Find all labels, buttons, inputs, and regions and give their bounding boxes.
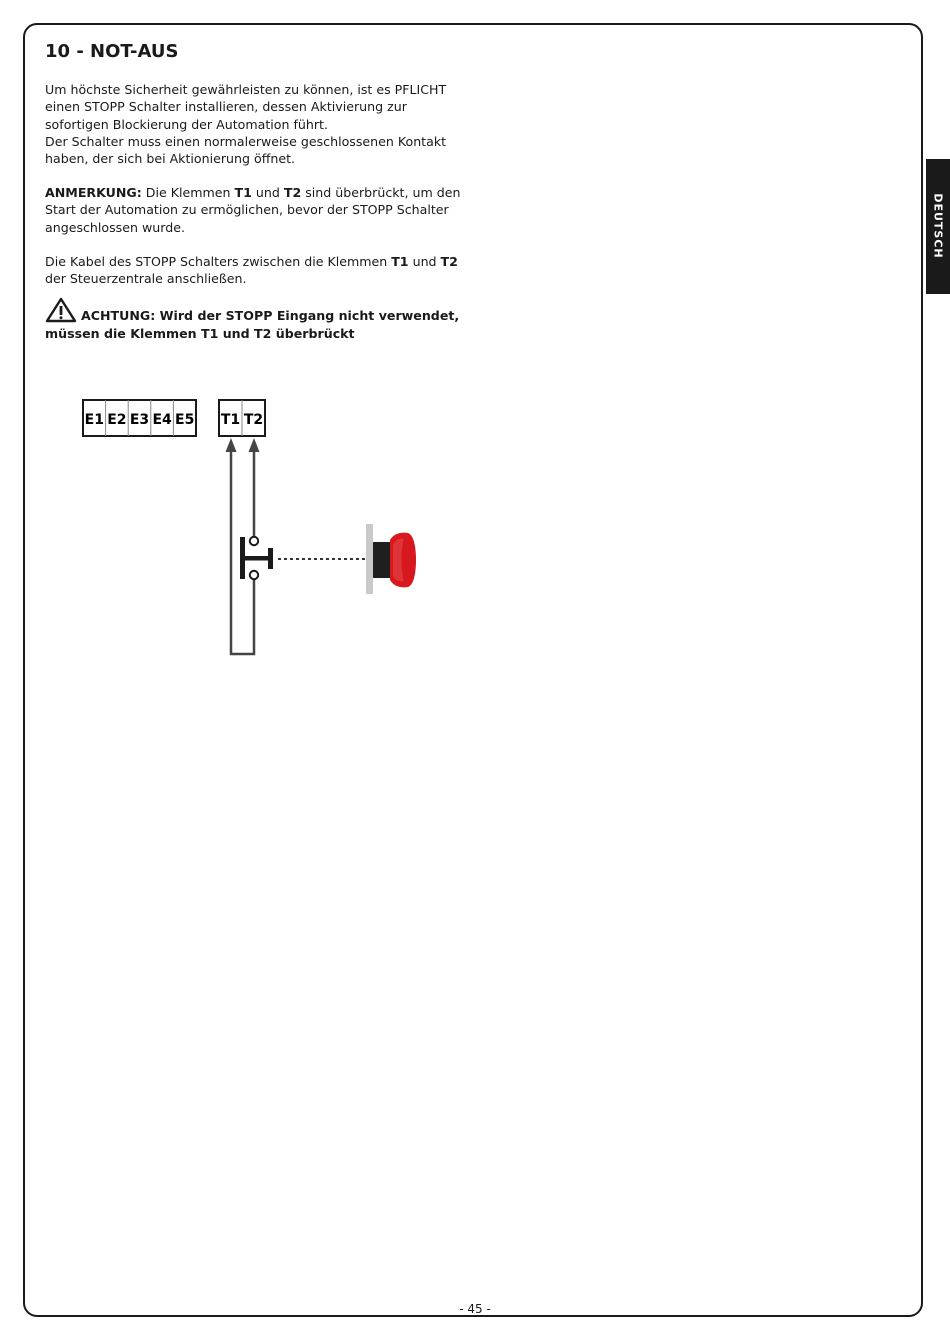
terminal-t2-label: T2 bbox=[243, 412, 264, 428]
intro-line-2: einen STOPP Schalter installieren, dessen Aktivierung zur bbox=[45, 99, 407, 115]
wiring-t2: T2 bbox=[440, 254, 458, 269]
warning-line-1: ACHTUNG: Wird der STOPP Eingang nicht verwendet, bbox=[81, 308, 460, 323]
terminal-t1-label: T1 bbox=[220, 412, 241, 428]
wiring-t1: T1 bbox=[391, 254, 409, 269]
intro-line-4: Der Schalter muss einen normalerweise geschlossenen Kontakt bbox=[45, 133, 447, 149]
note-text-a: Die Klemmen bbox=[141, 185, 235, 200]
wiring-and: und bbox=[408, 254, 441, 269]
wiring-line-2: der Steuerzentrale anschließen. bbox=[45, 271, 247, 287]
arrow-t2-icon bbox=[249, 438, 260, 452]
note-line-3: angeschlossen wurde. bbox=[45, 219, 185, 235]
terminal-block-t bbox=[219, 400, 265, 436]
warning-line-2: müssen die Klemmen T1 und T2 überbrückt bbox=[45, 326, 355, 341]
section-title: 10 - NOT-AUS bbox=[45, 41, 179, 62]
note-and: und bbox=[251, 185, 284, 200]
note-line-2: Start der Automation zu ermöglichen, bevor der STOPP Schalter bbox=[45, 202, 449, 218]
wiring-text-a: Die Kabel des STOPP Schalters zwischen die Klemmen bbox=[45, 254, 392, 269]
note-t1: T1 bbox=[234, 185, 252, 200]
emergency-stop-button-icon bbox=[366, 524, 416, 594]
terminal-e5-label: E5 bbox=[175, 412, 195, 428]
language-tab-label: DEUTSCH bbox=[931, 193, 945, 259]
note-label: ANMERKUNG: bbox=[45, 185, 142, 200]
terminal-e1-label: E1 bbox=[84, 412, 104, 428]
arrow-t1-icon bbox=[226, 438, 237, 452]
terminal-block-e bbox=[83, 400, 196, 436]
nc-switch-symbol bbox=[240, 537, 273, 579]
terminal-e4-label: E4 bbox=[152, 412, 172, 428]
terminal-e2-label: E2 bbox=[107, 412, 127, 428]
note-t2: T2 bbox=[283, 185, 302, 200]
intro-line-1: Um höchste Sicherheit gewährleisten zu können, ist es PFLICHT bbox=[45, 82, 447, 97]
intro-line-5: haben, der sich bei Aktionierung öffnet. bbox=[45, 151, 296, 167]
intro-line-3: sofortigen Blockierung der Automation führt. bbox=[45, 116, 328, 132]
terminal-e3-label: E3 bbox=[129, 412, 150, 428]
note-text-b: sind überbrückt, um den bbox=[301, 185, 461, 200]
page-number: - 45 - bbox=[459, 1302, 491, 1316]
